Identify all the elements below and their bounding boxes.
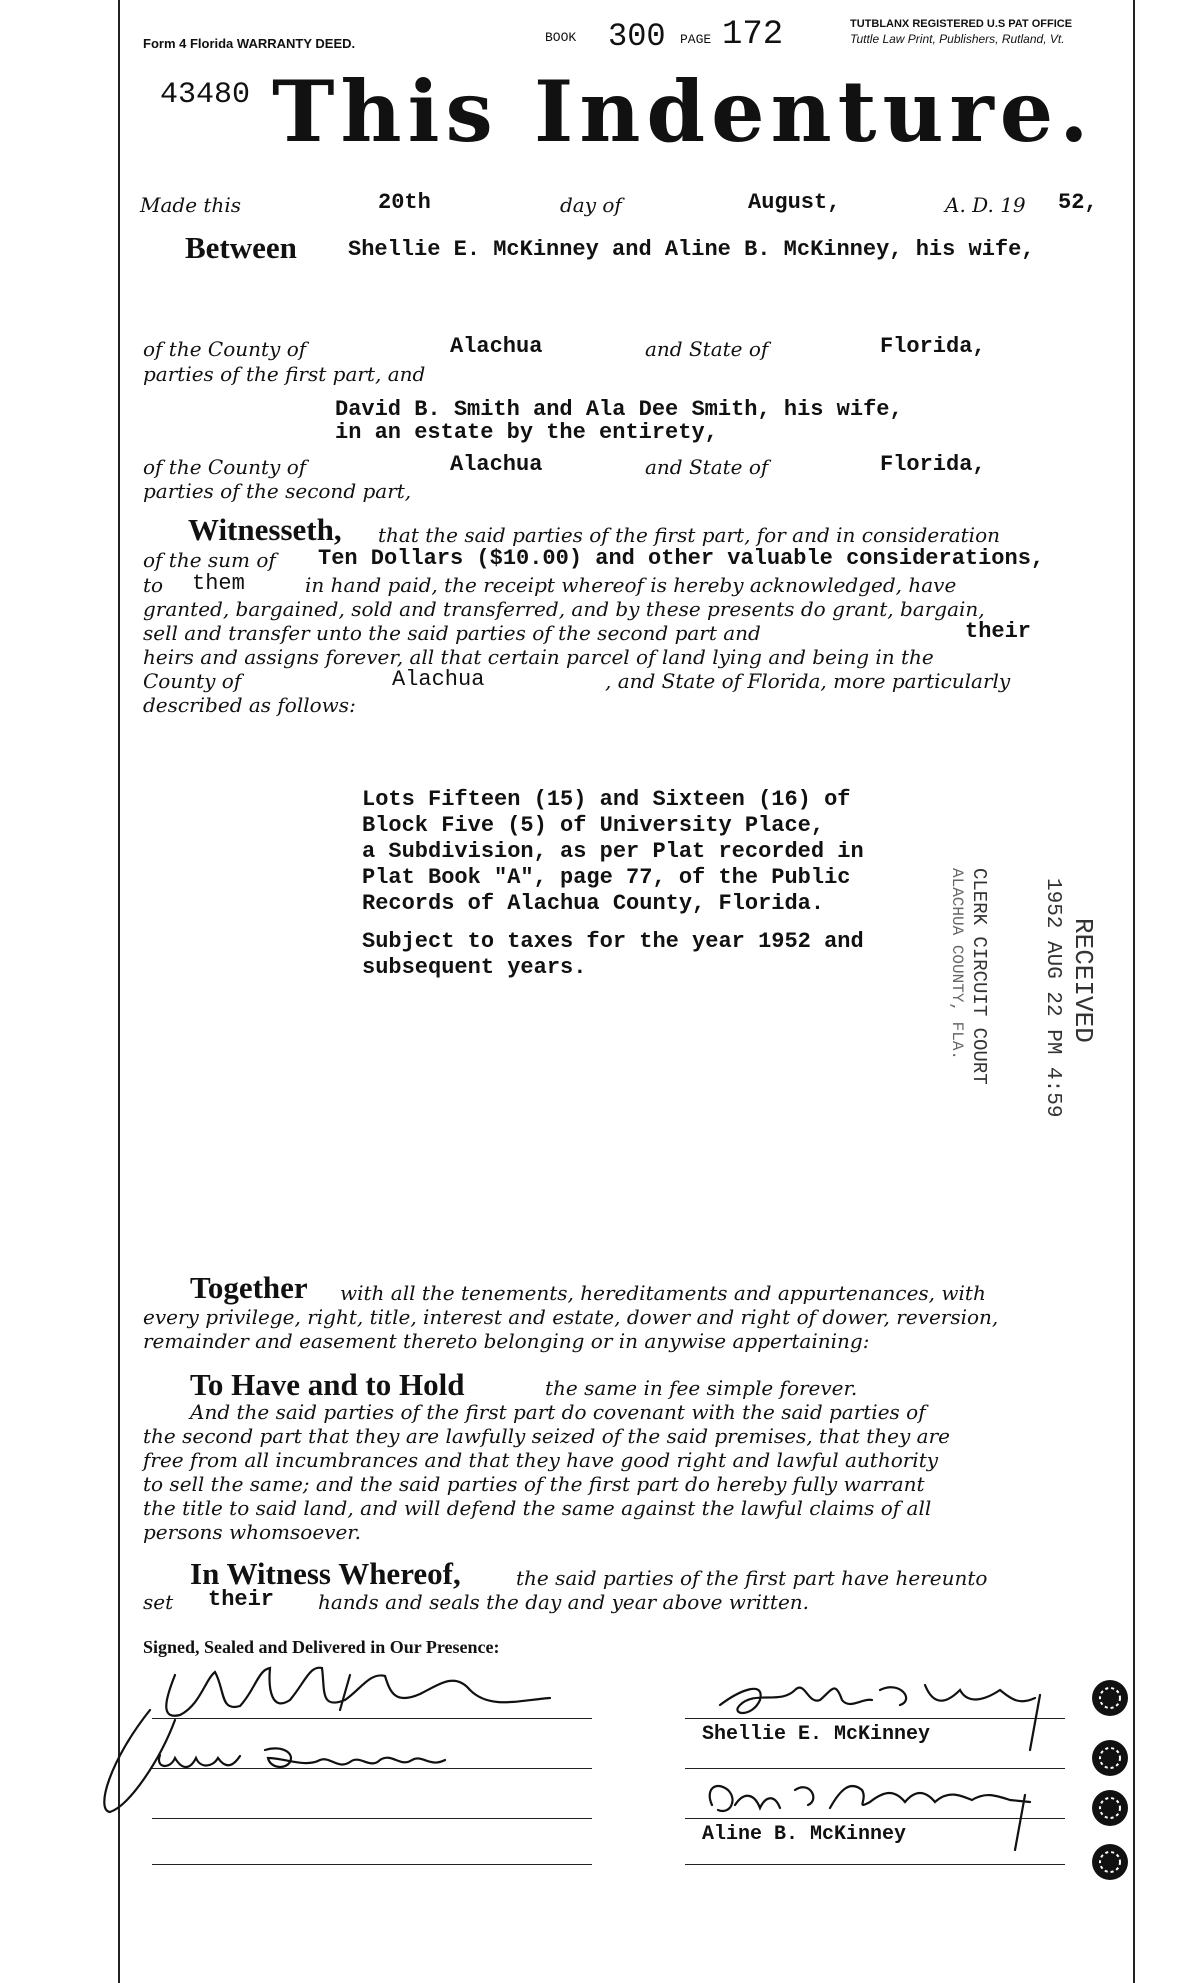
together-label: Together — [190, 1270, 308, 1305]
made-day: 20th — [378, 190, 431, 215]
witnesseth-line4: granted, bargained, sold and transferred, and by these presents do grant, bargain, — [143, 597, 985, 621]
grantees-line1: David B. Smith and Ala Dee Smith, his wife, — [335, 397, 903, 422]
second-county: Alachua — [450, 452, 543, 477]
witnesseth-line7c: , and State of Florida, more particularly — [605, 669, 1011, 693]
witnesseth-label: Witnesseth, — [188, 512, 342, 547]
description-line: a Subdivision, as per Plat recorded in — [362, 839, 864, 864]
between-label: Between — [185, 230, 297, 265]
grantor1-typed-name: Shellie E. McKinney — [702, 1723, 931, 1746]
witness-whereof-line2c: hands and seals the day and year above written. — [318, 1590, 810, 1614]
habendum-line1: the same in fee simple forever. — [545, 1376, 858, 1400]
subject-line: subsequent years. — [362, 955, 587, 980]
habendum-line2: And the said parties of the first part do covenant with the said parties of — [190, 1400, 926, 1424]
first-county: Alachua — [450, 334, 543, 359]
second-state: Florida, — [880, 452, 986, 477]
grantors-names: Shellie E. McKinney and Aline B. McKinney, his wife, — [348, 237, 1035, 262]
together-line3: remainder and easement thereto belonging or in anywise appertaining: — [143, 1329, 870, 1353]
witness-signature-1-loop — [104, 1710, 175, 1812]
grantees-line2: in an estate by the entirety, — [335, 420, 718, 445]
document-number: 43480 — [160, 78, 251, 112]
witnesseth-line8: described as follows: — [143, 693, 356, 717]
made-year: 52, — [1058, 190, 1098, 215]
witnesseth-line7b: Alachua — [392, 667, 485, 692]
stamp-received: RECEIVED — [1068, 918, 1098, 1043]
witness-signature-2 — [159, 1748, 445, 1767]
habendum-line4: free from all incumbrances and that they have good right and lawful authority — [143, 1448, 939, 1472]
form-label: Form 4 Florida WARRANTY DEED. — [143, 36, 356, 51]
made-day-of: day of — [560, 193, 622, 217]
habendum-line5: to sell the same; and the said parties of the first part do hereby fully warrant — [143, 1472, 925, 1496]
description-line: Records of Alachua County, Florida. — [362, 891, 825, 916]
seal-icons — [1092, 1680, 1128, 1880]
witnesseth-line5b: their — [965, 619, 1032, 644]
together-line2: every privilege, right, title, interest and estate, dower and right of dower, reversion, — [143, 1305, 999, 1329]
witnesseth-line2b: Ten Dollars ($10.00) and other valuable considerations, — [318, 546, 1045, 571]
witnesseth-line7a: County of — [143, 669, 242, 693]
habendum-line3: the second part that they are lawfully seized of the said premises, that they are — [143, 1424, 950, 1448]
witnesseth-line1: that the said parties of the first part, for and in consideration — [378, 523, 1001, 547]
page-number: 172 — [722, 16, 784, 54]
witness-whereof-label: In Witness Whereof, — [190, 1556, 461, 1591]
presence-label: Signed, Sealed and Delivered in Our Presence: — [143, 1637, 500, 1657]
second-parties-line: parties of the second part, — [143, 479, 412, 503]
habendum-label: To Have and to Hold — [190, 1367, 465, 1402]
first-state: Florida, — [880, 334, 986, 359]
first-county-prefix: of the County of — [143, 337, 307, 361]
witnesseth-line5a: sell and transfer unto the said parties of the second part and — [143, 621, 761, 645]
grantor2-typed-name: Aline B. McKinney — [702, 1823, 907, 1846]
stamp-clerk: CLERK CIRCUIT COURT — [968, 868, 990, 1085]
subject-line: Subject to taxes for the year 1952 and — [362, 929, 864, 954]
stamp-date: 1952 AUG 22 PM 4:59 — [1041, 878, 1064, 1118]
description-line: Plat Book "A", page 77, of the Public — [362, 865, 851, 890]
witnesseth-line3a: to — [143, 573, 164, 597]
publisher-line2: Tuttle Law Print, Publishers, Rutland, Vt. — [850, 32, 1065, 46]
witness-whereof-line1: the said parties of the first part have hereunto — [516, 1566, 988, 1590]
description-line: Block Five (5) of University Place, — [362, 813, 825, 838]
second-county-prefix: of the County of — [143, 455, 307, 479]
made-prefix: Made this — [140, 193, 241, 217]
deed-title: This Indenture. — [272, 62, 1095, 161]
first-parties-line: parties of the first part, and — [143, 362, 426, 386]
witness-whereof-line2b: their — [208, 1587, 275, 1612]
book-number: 300 — [608, 18, 666, 55]
description-line: Lots Fifteen (15) and Sixteen (16) of — [362, 787, 851, 812]
stamp-county: ALACHUA COUNTY, FLA. — [948, 868, 966, 1061]
witnesseth-line2a: of the sum of — [143, 548, 276, 572]
book-label: BOOK — [545, 30, 577, 45]
habendum-line6: the title to said land, and will defend the same against the lawful claims of all — [143, 1496, 932, 1520]
witnesseth-line3b: them — [192, 571, 245, 596]
made-ad: A. D. 19 — [945, 193, 1026, 217]
together-line1: with all the tenements, hereditaments and appurtenances, with — [340, 1281, 986, 1305]
witnesseth-line3c: in hand paid, the receipt whereof is hereby acknowledged, have — [305, 573, 957, 597]
witness-whereof-line2a: set — [143, 1590, 174, 1614]
publisher-line1: TUTBLANX REGISTERED U.S PAT OFFICE — [850, 18, 1073, 30]
made-month: August, — [748, 190, 841, 215]
page-label: PAGE — [680, 32, 712, 47]
first-state-prefix: and State of — [645, 337, 769, 361]
witnesseth-line6: heirs and assigns forever, all that certain parcel of land lying and being in the — [143, 645, 934, 669]
second-state-prefix: and State of — [645, 455, 769, 479]
habendum-line7: persons whomsoever. — [143, 1520, 362, 1544]
witness-signature-1 — [166, 1668, 550, 1716]
